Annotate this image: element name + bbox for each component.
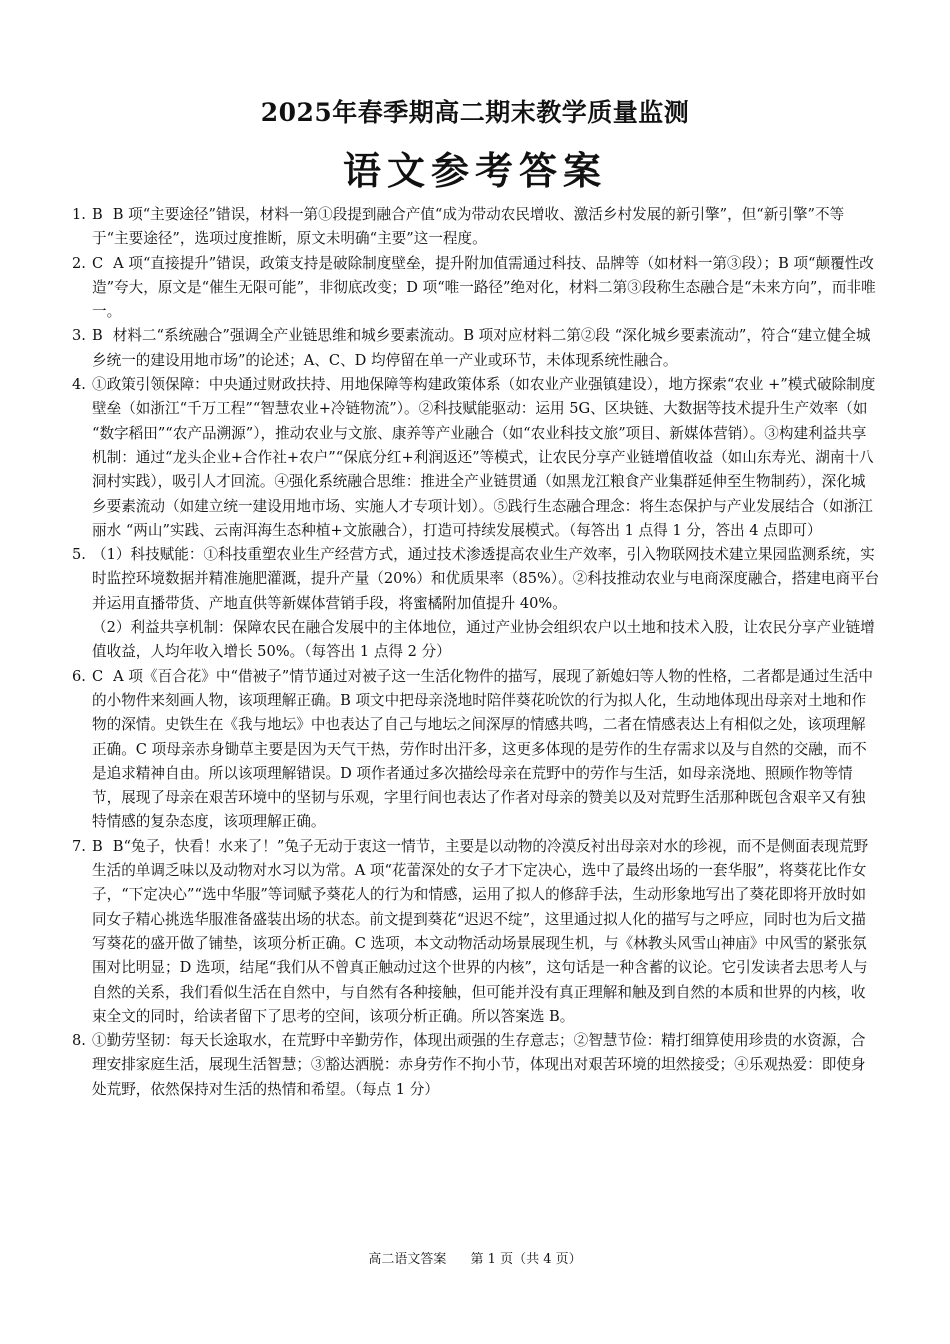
answer-list bbox=[72, 203, 880, 1102]
answer-item-4 bbox=[72, 373, 880, 543]
item-explanation: ①政策引领保障：中央通过财政扶持、用地保障等构建政策体系（如农业产业强镇建设），地方探索“农业 +”模式破除制度壁垒（如浙江“千万工程”“智慧农业+冷链物流”）。②科技赋能驱动：运用 5G、区块链、大数据等技术提升生产效率（如 “数字稻田”“农产品溯源”），推动农业与文旅、康养等产业融合（如“农业科技文旅”项目、新媒体营销）。③构建利益共享机制：通过“龙头企业+合作社+农户”“保底分红+利润返还”等模式，让农民分享产业链增值收益（如山东寿光、湖南十八洞村实践），吸引人才回流。④强化系统融合思维：推进全产业链贯通（如黑龙江粮食产业集群延伸至生物制药），深化城乡要素流动（如建立统一建设用地市场、实施人才专项计划）。⑤践行生态融合理念：将生态保护与产业发展结合（如浙江丽水 “两山”实践、云南洱海生态种植+文旅融合），打造可持续发展模式。（每答出 1 点得 1 分，答出 4 点即可） bbox=[92, 376, 876, 539]
answer-item-5-part-2: （2）利益共享机制：保障农民在融合发展中的主体地位，通过产业协会组织农户以土地和技术入股，让农民分享产业链增值收益，人均年收入增长 50%。（每答出 1 点得 2 分） bbox=[92, 619, 875, 661]
item-number: 5. bbox=[72, 546, 86, 564]
item-explanation: B“兔子，快看！水来了！”兔子无动于衷这一情节，主要是以动物的冷漠反衬出母亲对水的珍视，而不是侧面表现荒野生活的单调乏味以及动物对水习以为常。A 项“花蕾深处的女子才下定决心，选中了最终出场的一套华服”，将葵花比作女子，“下定决心”“选中华服”等词赋予葵花人的行为和情感，运用了拟人的修辞手法，生动形象地写出了葵花即将开放时如同女子精心挑选华服准备盛装出场的状态。前文提到葵花“迟迟不绽”，这里通过拟人化的描写与之呼应，同时也为后文描写葵花的盛开做了铺垫，该项分析正确。C 选项，本文动物活动场景展现生机，与《林教头风雪山神庙》中风雪的紧张氛围对比明显；D 选项，结尾“我们从不曾真正触动过这个世界的内核”，这句话是一种含蓄的议论。它引发读者去思考人与自然的关系，我们看似生活在自然中，与自然有各种接触，但可能并没有真正理解和触及到自然的本质和世界的内核，收束全文的同时，给读者留下了思考的空间，该项分析正确。所以答案选 B。 bbox=[92, 837, 869, 1025]
answer-item-2 bbox=[72, 252, 880, 325]
page-footer bbox=[0, 1248, 950, 1267]
answer-item-6 bbox=[72, 665, 880, 835]
item-answer: B bbox=[92, 837, 103, 855]
exam-title: 2025年春季期高二期末教学质量监测 bbox=[260, 98, 690, 127]
item-answer: B bbox=[92, 327, 103, 345]
item-number: 1. bbox=[72, 206, 86, 223]
answer-item-8 bbox=[72, 1029, 880, 1102]
item-number: 7. bbox=[72, 837, 86, 855]
answer-item-7 bbox=[72, 835, 880, 1029]
item-number: 3. bbox=[72, 327, 86, 345]
item-explanation: （1）科技赋能：①科技重塑农业生产经营方式，通过技术渗透提高农业生产效率，引入物联网技术建立果园监测系统，实时监控环境数据并精准施肥灌溉，提升产量（20%）和优质果率（85%）。②科技推动农业与电商深度融合，搭建电商平台并运用直播带货、产地直供等新媒体营销手段，将蜜橘附加值提升 40%。 bbox=[92, 546, 880, 612]
footer-doc-name: 高二语文答案 bbox=[368, 1252, 447, 1267]
item-explanation: A 项“直接提升”错误，政策支持是破除制度壁垒，提升附加值需通过科技、品牌等（如材料一第③段）；B 项“颠覆性改造”夸大，原文是“催生无限可能”，非彻底改变；D 项“唯一路径”绝对化，材料二第③段称生态融合是“未来方向”，而非唯一。 bbox=[92, 254, 876, 321]
item-explanation: A 项《百合花》中“借被子”情节通过对被子这一生活化物件的描写，展现了新媳妇等人物的性格，二者都是通过生活中的小物件来刻画人物，该项理解正确。B 项文中把母亲浇地时陪伴葵花吮饮的行为拟人化，生动地体现出母亲对土地和作物的深情。史铁生在《我与地坛》中也表达了自己与地坛之间深厚的情感共鸣，二者在情感表达上有相似之处，该项理解正确。C 项母亲赤身锄草主要是因为天气干热，劳作时出汗多，这更多体现的是劳作的生存需求以及与自然的交融，而不是追求精神自由。所以该项理解错误。D 项作者通过多次描绘母亲在荒野中的劳作与生活，如母亲浇地、照顾作物等情节，展现了母亲在艰苦环境中的坚韧与乐观，字里行间也表达了作者对母亲的赞美以及对荒野生活那种既包含艰辛又有独特情感的复杂态度，该项理解正确。 bbox=[92, 667, 873, 831]
answer-key-title: 语文参考答案 bbox=[342, 148, 607, 193]
item-explanation: ①勤劳坚韧：每天长途取水，在荒野中辛勤劳作，体现出顽强的生存意志；②智慧节俭：精打细算使用珍贵的水资源，合理安排家庭生活，展现生活智慧；③豁达洒脱：赤身劳作不拘小节，体现出对艰苦环境的坦然接受；④乐观热爱：即使身处荒野，依然保持对生活的热情和希望。（每点 1 分） bbox=[92, 1032, 866, 1098]
answer-item-1 bbox=[72, 203, 880, 252]
item-explanation: 材料二“系统融合”强调全产业链思维和城乡要素流动。B 项对应材料二第②段 “深化城乡要素流动”，符合“建立健全城乡统一的建设用地市场”的论述；A、C、D 均停留在单一产业或环节，未体现系统性融合。 bbox=[92, 327, 871, 369]
item-answer: C bbox=[92, 667, 104, 685]
item-answer: C bbox=[92, 254, 104, 272]
item-number: 8. bbox=[72, 1032, 86, 1050]
footer-page-number: 第 1 页（共 4 页） bbox=[470, 1252, 582, 1267]
item-explanation: B 项“主要途径”错误，材料一第①段提到融合产值“成为带动农民增收、激活乡村发展的新引擎”，但“新引擎”不等于“主要途径”，选项过度推断，原文未明确“主要”这一程度。 bbox=[92, 206, 845, 248]
item-answer: B bbox=[92, 206, 103, 223]
item-number: 2. bbox=[72, 254, 86, 272]
item-number: 6. bbox=[72, 667, 86, 685]
answer-item-3 bbox=[72, 324, 880, 373]
item-number: 4. bbox=[72, 376, 86, 394]
answer-item-5 bbox=[72, 543, 880, 616]
